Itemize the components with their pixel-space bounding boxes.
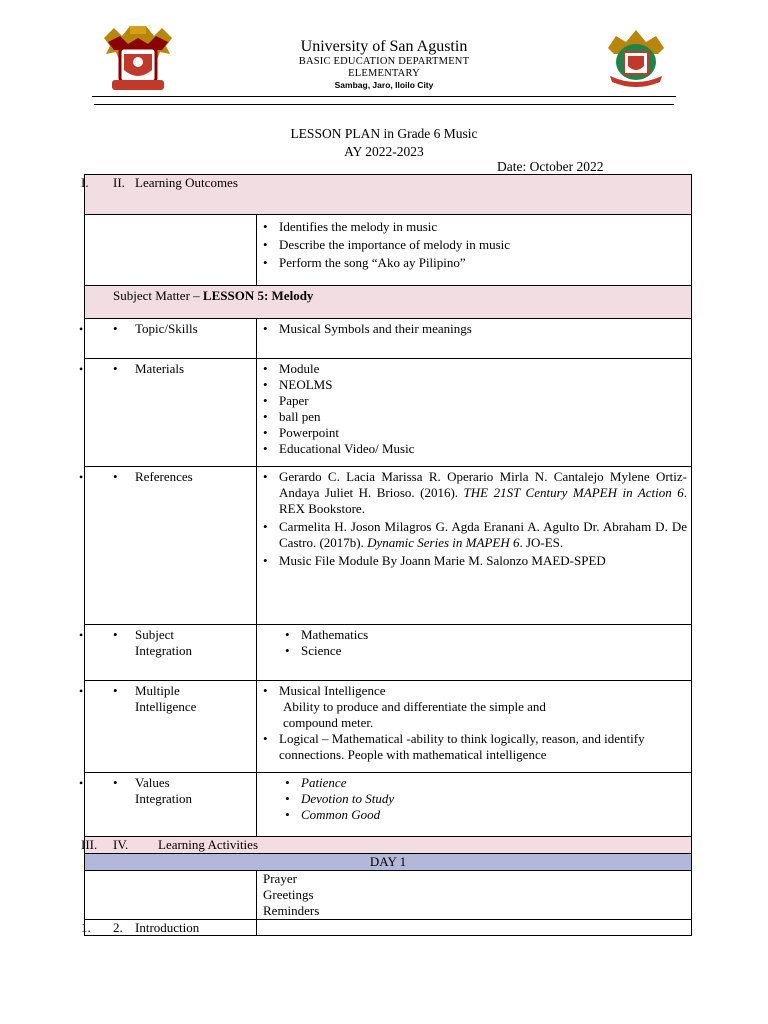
day-item: Greetings <box>263 887 314 902</box>
day-items-row <box>85 871 692 920</box>
topic-row: • • Topic/Skills • Musical Symbols and their meanings <box>85 319 692 359</box>
multiple-intelligence-label <box>135 683 196 715</box>
reference-item <box>257 519 687 551</box>
lesson-title: LESSON 5: Melody <box>202 288 314 303</box>
value-item: • Patience <box>279 775 691 791</box>
address: Sambag, Jaro, Iloilo City <box>334 80 434 90</box>
material-item: • ball pen <box>257 409 691 425</box>
intelligence-name: Musical Intelligence <box>279 683 386 698</box>
multiple-intelligence-label-line1: Multiple <box>135 683 180 698</box>
reference-publisher: . REX Bookstore. <box>279 485 687 516</box>
material-item: • NEOLMS <box>257 377 691 393</box>
integration-item: • Mathematics <box>279 627 691 643</box>
materials-row: • • Materials • Module • NEOLMS • Paper • ball pen • Powerpoint • Educational Video/ Music <box>85 359 692 467</box>
subject-integration-label-line2: Integration <box>135 643 193 658</box>
intelligence-item: • Logical – Mathematical -ability to think logically, reason, and identify connections. People with mathematical intelligence <box>257 731 687 763</box>
intelligence-item <box>257 683 687 731</box>
reference-item: • Music File Module By Joann Marie M. Salonzo MAED-SPED <box>257 553 687 569</box>
references-label: • References <box>135 469 193 485</box>
day-item: Reminders <box>263 903 320 918</box>
section-number-1: I. <box>81 175 89 190</box>
academic-year: AY 2022-2023 <box>344 144 424 159</box>
outcomes-row <box>85 215 692 286</box>
value-item: • Devotion to Study <box>279 791 691 807</box>
subject-matter-row <box>85 286 692 319</box>
subject-integration-row: • • Subject Integration • Mathematics • Science <box>85 625 692 681</box>
university-name: University of San Agustin <box>300 38 468 55</box>
learning-activities-row <box>85 837 692 854</box>
material-item: • Paper <box>257 393 691 409</box>
reference-item <box>257 469 687 517</box>
header-rule-top <box>92 96 676 97</box>
subject-matter-prefix: Subject Matter – <box>113 288 203 303</box>
learning-outcomes-label: Learning Outcomes <box>135 175 238 190</box>
multiple-intelligence-row: • • Multiple Intelligence • Musical Intelligence Ability to produce and differentiate the simple and compound meter. • Logical – Mathematical -ability to think logically, reason, and identify connections. People with mathematical intelligence <box>85 681 692 773</box>
values-label-line2: Integration <box>135 791 193 806</box>
materials-label: • Materials <box>135 361 184 377</box>
activities-number-2: IV. <box>113 837 129 852</box>
section-number-2: II. <box>113 175 125 190</box>
intro-number-1: 1. <box>81 920 91 935</box>
lesson-plan-title: LESSON PLAN in Grade 6 Music <box>290 126 478 141</box>
material-item: • Educational Video/ Music <box>257 441 691 457</box>
lesson-plan-table <box>79 174 692 936</box>
outcome-item: • Identifies the melody in music <box>257 219 691 235</box>
school-seal-right <box>604 28 668 90</box>
multiple-intelligence-label-line2: Intelligence <box>135 699 197 714</box>
integration-item: • Science <box>279 643 691 659</box>
reference-authors: Carmelita H. Joson Milagros G. Agda Eranani A. Agulto Dr. Abraham D. De Castro. (2017b). <box>279 519 687 550</box>
activities-number-1: III. <box>81 837 98 852</box>
lesson-date: Date: October 2022 <box>497 159 604 174</box>
material-item: • Powerpoint <box>257 425 691 441</box>
learning-activities-label: Learning Activities <box>158 837 259 852</box>
introduction-row <box>85 920 692 936</box>
introduction-label: Introduction <box>135 920 200 935</box>
values-row: • • Values Integration • Patience • Devotion to Study • Common Good <box>85 773 692 837</box>
reference-title: Dynamic Series in MAPEH 6 <box>367 535 520 550</box>
subject-integration-label <box>135 627 192 659</box>
department-name: BASIC EDUCATION DEPARTMENT <box>298 56 470 67</box>
topic-item: • Musical Symbols and their meanings <box>257 321 691 337</box>
intelligence-desc-line1: Ability to produce and differentiate the simple and <box>283 699 546 714</box>
header-rule-bottom <box>94 104 674 105</box>
values-label-line1: Values <box>135 775 170 790</box>
topic-label: • Topic/Skills <box>135 321 198 337</box>
reference-title: THE 21ST Century MAPEH in Action 6 <box>463 485 684 500</box>
references-row: • • References • Gerardo C. Lacia Marissa R. Operario Mirla N. Cantalejo Mylene Ortiz-Andaya Juliet H. Brioso. (2016). THE 21ST Century MAPEH in Action 6. REX Bookstore. • Carmelita H. Joson Milagros G. Agda Eranani A. Agulto Dr. Abraham D. De Castro. (2017b). Dynamic Series in MAPEH 6. JO-ES. • Music File Module By Joann Marie M. Salonzo MAED-SPED <box>85 467 692 625</box>
material-item: • Module <box>257 361 691 377</box>
subject-integration-label-line1: Subject <box>135 627 174 642</box>
intro-number-2: 2. <box>113 920 123 935</box>
level-name: ELEMENTARY <box>348 68 420 79</box>
outcome-item: • Perform the song “Ako ay Pilipino” <box>257 255 691 271</box>
value-item: • Common Good <box>279 807 691 823</box>
reference-authors: Gerardo C. Lacia Marissa R. Operario Mirla N. Cantalejo Mylene Ortiz-Andaya Juliet H. Brioso. (2016). <box>279 469 687 500</box>
learning-outcomes-header-row <box>85 175 692 215</box>
university-seal-left <box>100 24 176 94</box>
day-header-row <box>85 854 692 871</box>
day-item: Prayer <box>263 871 297 886</box>
day-label: DAY 1 <box>85 854 692 871</box>
outcome-item: • Describe the importance of melody in music <box>257 237 691 253</box>
values-label <box>135 775 192 807</box>
reference-publisher: . JO-ES. <box>519 535 564 550</box>
intelligence-desc-line2: compound meter. <box>283 715 374 730</box>
letterhead <box>200 38 568 91</box>
